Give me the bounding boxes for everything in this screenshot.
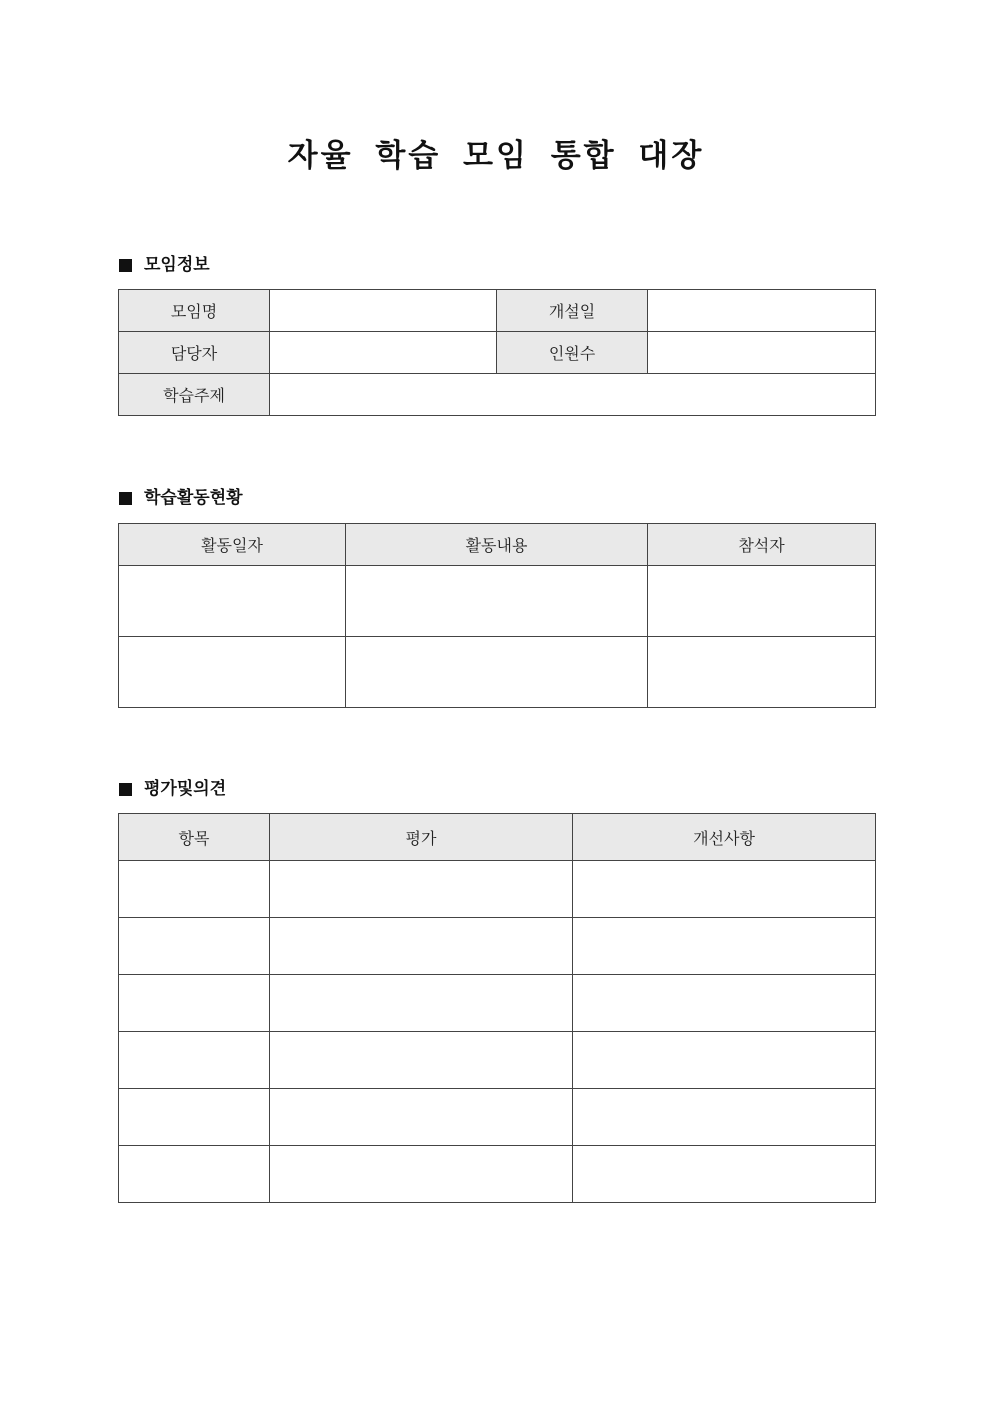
activity-col-date: 활동일자 xyxy=(119,524,346,566)
meeting-name-field[interactable] xyxy=(270,290,497,332)
activity-date-cell[interactable] xyxy=(119,637,346,708)
table-row xyxy=(119,637,876,708)
info-table xyxy=(118,289,876,416)
label-opened-date: 개설일 xyxy=(497,290,648,332)
section-heading-activity xyxy=(119,486,243,510)
info-row-topic xyxy=(119,374,876,416)
table-row xyxy=(119,566,876,637)
table-row xyxy=(119,1146,876,1203)
section-heading-evaluation xyxy=(119,777,226,801)
info-row-manager xyxy=(119,332,876,374)
activity-content-cell[interactable] xyxy=(346,566,648,637)
evaluation-item-cell[interactable] xyxy=(119,1089,270,1146)
evaluation-item-cell[interactable] xyxy=(119,918,270,975)
evaluation-improvement-cell[interactable] xyxy=(573,861,876,918)
member-count-field[interactable] xyxy=(648,332,876,374)
activity-table xyxy=(118,523,876,708)
table-row xyxy=(119,1032,876,1089)
manager-field[interactable] xyxy=(270,332,497,374)
evaluation-improvement-cell[interactable] xyxy=(573,1089,876,1146)
evaluation-rating-cell[interactable] xyxy=(270,975,573,1032)
evaluation-col-item: 항목 xyxy=(119,814,270,861)
activity-content-cell[interactable] xyxy=(346,637,648,708)
table-row xyxy=(119,918,876,975)
page-title: 자율 학습 모임 통합 대장 xyxy=(287,138,705,174)
section-heading-activity-label: 학습활동현황 xyxy=(144,488,243,508)
evaluation-improvement-cell[interactable] xyxy=(573,1146,876,1203)
info-row-name xyxy=(119,290,876,332)
activity-attendees-cell[interactable] xyxy=(648,637,876,708)
activity-col-content: 활동내용 xyxy=(346,524,648,566)
evaluation-rating-cell[interactable] xyxy=(270,1089,573,1146)
label-member-count: 인원수 xyxy=(497,332,648,374)
evaluation-col-rating: 평가 xyxy=(270,814,573,861)
evaluation-item-cell[interactable] xyxy=(119,861,270,918)
evaluation-improvement-cell[interactable] xyxy=(573,918,876,975)
square-bullet-icon xyxy=(119,783,132,796)
evaluation-header-row xyxy=(119,814,876,861)
evaluation-item-cell[interactable] xyxy=(119,1146,270,1203)
evaluation-rating-cell[interactable] xyxy=(270,918,573,975)
activity-col-attendees: 참석자 xyxy=(648,524,876,566)
label-manager: 담당자 xyxy=(119,332,270,374)
section-heading-info-label: 모임정보 xyxy=(144,255,210,275)
square-bullet-icon xyxy=(119,492,132,505)
activity-date-cell[interactable] xyxy=(119,566,346,637)
square-bullet-icon xyxy=(119,259,132,272)
section-heading-evaluation-label: 평가및의견 xyxy=(144,779,227,799)
evaluation-col-improvement: 개선사항 xyxy=(573,814,876,861)
opened-date-field[interactable] xyxy=(648,290,876,332)
table-row xyxy=(119,975,876,1032)
evaluation-improvement-cell[interactable] xyxy=(573,975,876,1032)
label-meeting-name: 모임명 xyxy=(119,290,270,332)
evaluation-improvement-cell[interactable] xyxy=(573,1032,876,1089)
evaluation-table xyxy=(118,813,876,1203)
evaluation-item-cell[interactable] xyxy=(119,1032,270,1089)
label-study-topic: 학습주제 xyxy=(119,374,270,416)
section-heading-info xyxy=(119,253,210,277)
activity-attendees-cell[interactable] xyxy=(648,566,876,637)
evaluation-rating-cell[interactable] xyxy=(270,1146,573,1203)
study-topic-field[interactable] xyxy=(270,374,876,416)
evaluation-rating-cell[interactable] xyxy=(270,861,573,918)
table-row xyxy=(119,861,876,918)
evaluation-rating-cell[interactable] xyxy=(270,1032,573,1089)
table-row xyxy=(119,1089,876,1146)
activity-header-row xyxy=(119,524,876,566)
evaluation-item-cell[interactable] xyxy=(119,975,270,1032)
